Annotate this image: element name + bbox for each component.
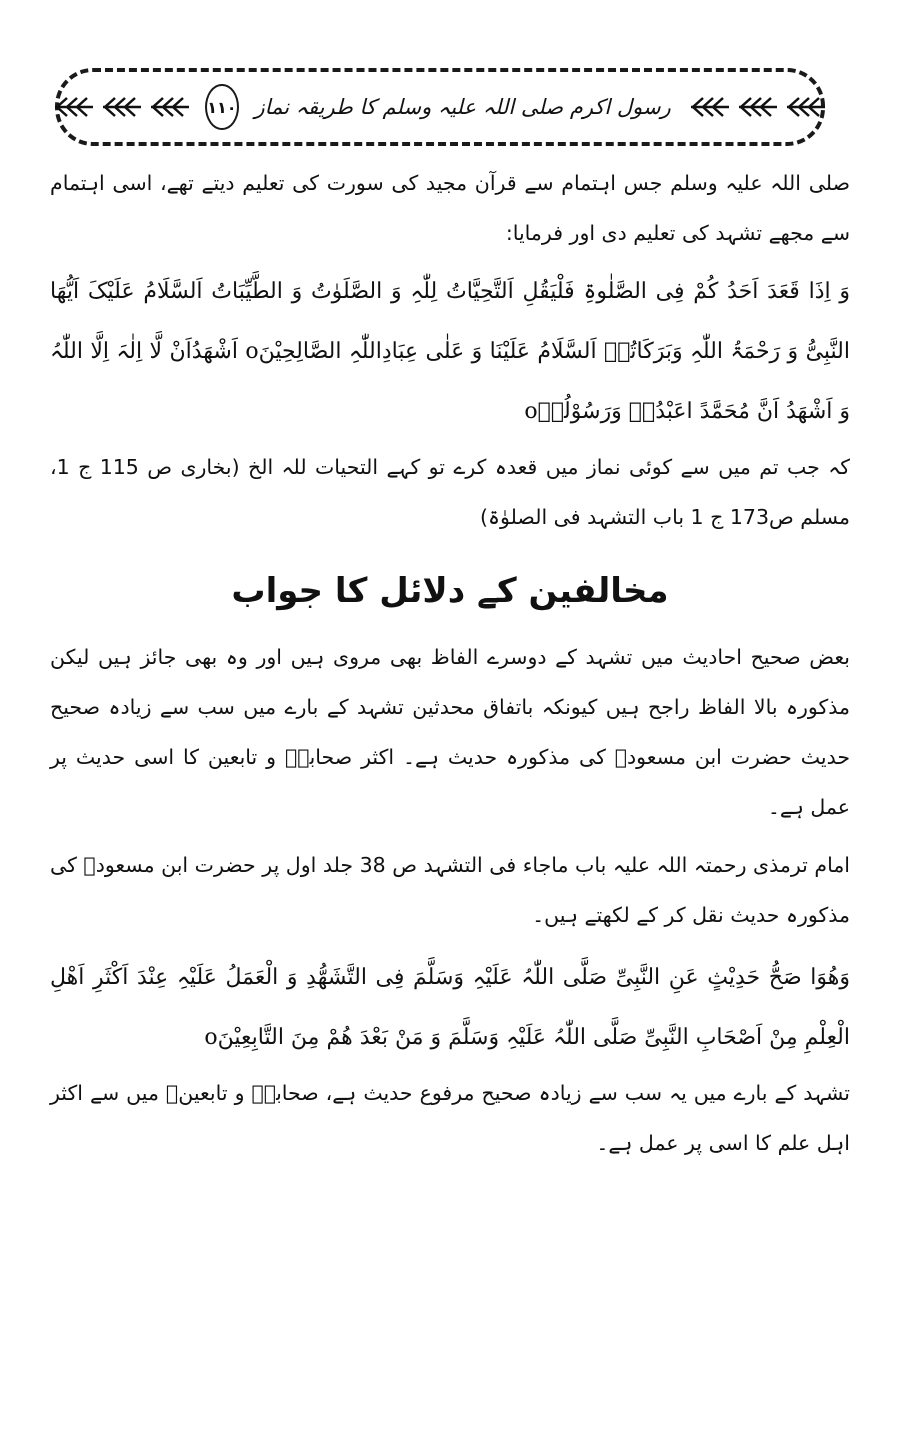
intro-paragraph: صلی اللہ علیہ وسلم جس اہتمام سے قرآن مجید کی سورت کی تعلیم دیتے تھے، اسی اہتمام سے مجھے تشہد کی تعلیم دی اور فرمایا: xyxy=(50,171,850,245)
arabic-tashahhud-text: وَ اِذَا قَعَدَ اَحَدُ کُمْ فِی الصَّلٰوۃِ فَلْیَقُلِ اَلتَّحِیَّاتُ لِلّٰہِ وَ الصَّلَوٰتُ وَ الطَّیِّبَاتُ اَلسَّلَامُ عَلَیْکَ اَیُّھَا النَّبِیُّ وَ رَحْمَۃُ اللّٰہِ وَبَرَکَاتُہٗ اَلسَّلَامُ عَلَیْنَا وَ عَلٰی عِبَادِاللّٰہِ الصَّالِحِیْنَo اَشْھَدُاَنْ لَّا اِلٰہَ اِلَّا اللّٰہُ وَ اَشْھَدُ اَنَّ مُحَمَّدً اعَبْدُہٗ وَرَسُوْلُہٗo xyxy=(50,279,851,424)
body-paragraph-3: تشہد کے بارے میں یہ سب سے زیادہ صحیح مرفوع حدیث ہے، صحابہؓ و تابعینؒ میں سے اکثر اہل علم کا اسی پر عمل ہے۔ xyxy=(50,1081,850,1155)
page-body xyxy=(50,158,850,1168)
running-header-title: رسول اکرم صلی اللہ علیہ وسلم کا طریقہ نماز xyxy=(254,95,671,119)
double-arrow-icon xyxy=(149,96,191,118)
double-arrow-icon xyxy=(689,96,731,118)
section-heading: مخالفین کے دلائل کا جواب xyxy=(231,571,669,611)
double-arrow-icon xyxy=(785,96,827,118)
double-arrow-icon xyxy=(53,96,95,118)
double-arrow-icon xyxy=(101,96,143,118)
body-paragraph-2: امام ترمذی رحمتہ اللہ علیہ باب ماجاء فی التشہد ص 38 جلد اول پر حضرت ابن مسعودؓ کی مذکورہ حدیث نقل کر کے لکھتے ہیں۔ xyxy=(50,853,850,927)
page-header xyxy=(55,68,825,146)
arrow-ornament-left xyxy=(53,96,191,118)
body-paragraph-1: بعض صحیح احادیث میں تشہد کے دوسرے الفاظ بھی مروی ہیں اور وہ بھی جائز ہیں لیکن مذکورہ بالا الفاظ راجح ہیں کیونکہ باتفاق محدثین تشہد کے بارے میں سب سے زیادہ صحیح حدیث حضرت ابن مسعودؓ کی مذکورہ حدیث ہے۔ اکثر صحابہؓ و تابعین کا اسی حدیث پر عمل ہے۔ xyxy=(50,645,850,819)
arrow-ornament-right xyxy=(689,96,827,118)
translation-paragraph: کہ جب تم میں سے کوئی نماز میں قعدہ کرے تو کہے التحیات للہ الخ (بخاری ص 115 ج 1، مسلم ص173 ج 1 باب التشہد فی الصلوٰۃ) xyxy=(50,455,851,529)
page-number: ۱۱۰ xyxy=(205,84,238,130)
arabic-tirmidhi-quote: وَھُوَا صَحُّ حَدِیْثٍ عَنِ النَّبِیِّ صَلَّی اللّٰہُ عَلَیْہِ وَسَلَّمَ فِی التَّشَھُّدِ وَ الْعَمَلُ عَلَیْہِ عِنْدَ اَکْثَرِ اَھْلِ الْعِلْمِ مِنْ اَصْحَابِ النَّبِیِّ صَلَّی اللّٰہُ عَلَیْہِ وَسَلَّمَ وَ مَنْ بَعْدَ ھُمْ مِنَ التَّابِعِیْنَo xyxy=(50,965,850,1050)
header-row xyxy=(59,72,821,142)
double-arrow-icon xyxy=(737,96,779,118)
